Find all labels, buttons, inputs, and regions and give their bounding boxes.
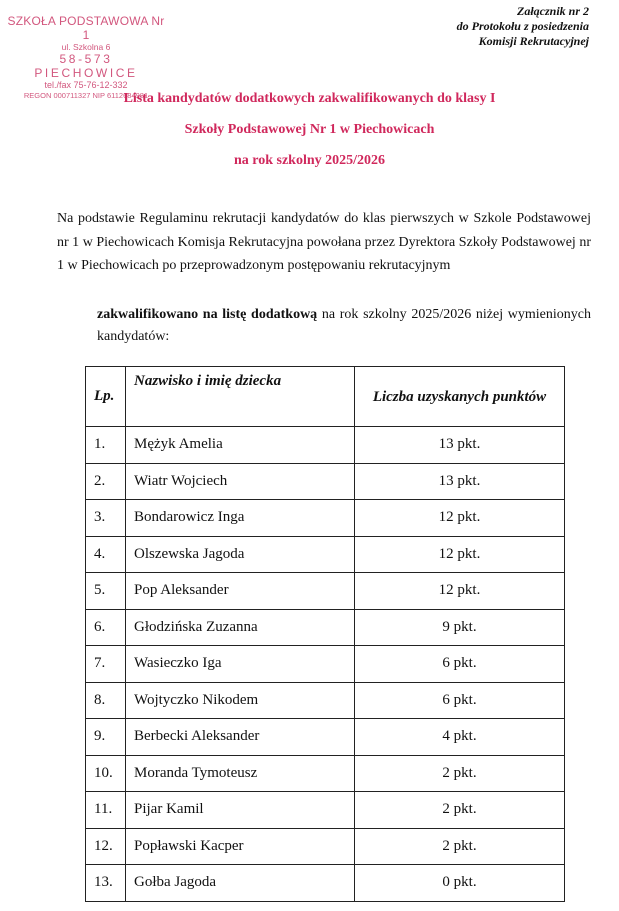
row-name: Wiatr Wojciech xyxy=(126,463,355,500)
row-number: 6. xyxy=(86,609,126,646)
table-row xyxy=(86,536,565,573)
row-points: 6 pkt. xyxy=(355,682,565,719)
stamp-city: 58-573 PIECHOWICE xyxy=(34,52,138,80)
row-name: Wojtyczko Nikodem xyxy=(126,682,355,719)
table-row xyxy=(86,755,565,792)
table-row xyxy=(86,792,565,829)
row-points: 12 pkt. xyxy=(355,500,565,537)
annex-number: Załącznik nr 2 xyxy=(516,4,589,18)
row-points: 12 pkt. xyxy=(355,536,565,573)
row-number: 5. xyxy=(86,573,126,610)
row-name: Berbecki Aleksander xyxy=(126,719,355,756)
row-points: 0 pkt. xyxy=(355,865,565,902)
stamp-school-name: SZKOŁA PODSTAWOWA Nr 1 xyxy=(7,14,165,42)
header-name: Nazwisko i imię dziecka xyxy=(126,367,355,427)
annex-committee: Komisji Rekrutacyjnej xyxy=(478,34,589,48)
row-number: 2. xyxy=(86,463,126,500)
row-name: Mężyk Amelia xyxy=(126,427,355,464)
table-row xyxy=(86,719,565,756)
title-line-3: na rok szkolny 2025/2026 xyxy=(233,153,386,168)
row-number: 8. xyxy=(86,682,126,719)
stamp-street: ul. Szkolna 6 xyxy=(61,42,111,52)
row-points: 13 pkt. xyxy=(355,463,565,500)
qualified-bold-text: zakwalifikowano na listę dodatkową xyxy=(97,307,318,322)
table-header-row xyxy=(86,367,565,427)
table-row xyxy=(86,682,565,719)
row-points: 2 pkt. xyxy=(355,828,565,865)
intro-paragraph: Na podstawie Regulaminu rekrutacji kandydatów do klas pierwszych w Szkole Podstawowej nr 1 w Piechowicach Komisja Rekrutacyjna powołana przez Dyrektora Szkoły Podstawowej nr 1 w Piechowicach po przeprowadzonym postępowaniu rekrutacyjnym xyxy=(57,211,591,273)
row-number: 13. xyxy=(86,865,126,902)
row-points: 2 pkt. xyxy=(355,792,565,829)
row-name: Olszewska Jagoda xyxy=(126,536,355,573)
row-name: Gołba Jagoda xyxy=(126,865,355,902)
row-name: Wasieczko Iga xyxy=(126,646,355,683)
qualified-paragraph xyxy=(97,304,591,348)
annex-header xyxy=(457,4,589,49)
candidates-table xyxy=(85,366,565,902)
table-row xyxy=(86,828,565,865)
row-points: 6 pkt. xyxy=(355,646,565,683)
row-number: 11. xyxy=(86,792,126,829)
row-name: Głodzińska Zuzanna xyxy=(126,609,355,646)
document-title xyxy=(0,87,619,180)
title-line-1: Lista kandydatów dodatkowych zakwalifikowanych do klasy I xyxy=(123,91,496,106)
table-row xyxy=(86,463,565,500)
qualified-rest-text: na rok szkolny 2025/2026 niżej wymienionych kandydatów: xyxy=(97,307,591,344)
row-points: 2 pkt. xyxy=(355,755,565,792)
row-points: 12 pkt. xyxy=(355,573,565,610)
stamp-regon-nip: REGON 000711327 NIP 6112684981 xyxy=(23,91,149,100)
row-number: 7. xyxy=(86,646,126,683)
title-line-2: Szkoły Podstawowej Nr 1 w Piechowicach xyxy=(184,122,435,137)
row-number: 4. xyxy=(86,536,126,573)
table-row xyxy=(86,573,565,610)
annex-protocol: do Protokołu z posiedzenia xyxy=(456,19,589,33)
row-points: 9 pkt. xyxy=(355,609,565,646)
header-lp: Lp. xyxy=(86,367,126,427)
row-number: 10. xyxy=(86,755,126,792)
table-row xyxy=(86,427,565,464)
row-number: 9. xyxy=(86,719,126,756)
row-name: Pop Aleksander xyxy=(126,573,355,610)
row-points: 4 pkt. xyxy=(355,719,565,756)
table-row xyxy=(86,865,565,902)
row-name: Bondarowicz Inga xyxy=(126,500,355,537)
row-name: Popławski Kacper xyxy=(126,828,355,865)
row-name: Moranda Tymoteusz xyxy=(126,755,355,792)
row-name: Pijar Kamil xyxy=(126,792,355,829)
row-number: 1. xyxy=(86,427,126,464)
header-points: Liczba uzyskanych punktów xyxy=(355,367,565,427)
stamp-phone: tel./fax 75-76-12-332 xyxy=(44,80,128,90)
row-number: 3. xyxy=(86,500,126,537)
table-row xyxy=(86,500,565,537)
table-row xyxy=(86,609,565,646)
row-points: 13 pkt. xyxy=(355,427,565,464)
table-row xyxy=(86,646,565,683)
row-number: 12. xyxy=(86,828,126,865)
